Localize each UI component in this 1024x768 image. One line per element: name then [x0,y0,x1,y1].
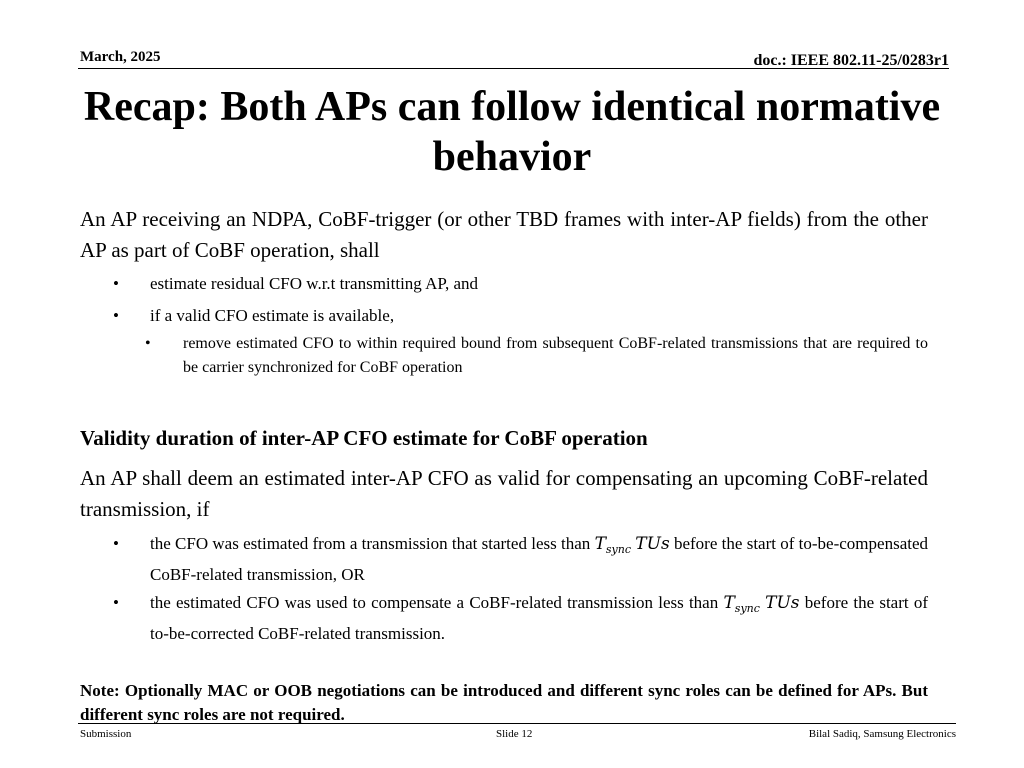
section1-bullet-1 [113,271,928,296]
footer-slide-number: Slide 12 [496,728,533,740]
section1-bullet-2 [113,303,928,328]
bullet-marker: • [145,335,151,352]
bullet-marker: • [113,274,119,293]
bullet-1-text-end: before the start of to-be-compensated CoBF-related transmission, OR [150,534,929,584]
bullet-2-text-start: the estimated CFO was used to compensate a CoBF-related transmission less than [150,593,719,612]
header-divider [78,68,949,69]
bullet-marker: • [113,593,119,612]
section2-bullet-2-text [150,590,928,646]
section1-subbullet-1-text: remove estimated CFO to within required bound from subsequent CoBF-related transmissions that are required to be carrier synchronized for CoBF operation [183,335,928,376]
section1-subbullet-1 [145,332,928,380]
section2-bullet-1-text [150,531,928,587]
section1-bullet-2-text: if a valid CFO estimate is available, [150,306,395,325]
section2-bullet-1 [113,531,928,587]
bullet-marker: • [113,534,119,553]
section2-intro: An AP shall deem an estimated inter-AP CFO as valid for compensating an upcoming CoBF-related transmission, if [80,466,928,521]
header-doc-id: doc.: IEEE 802.11-25/0283r1 [753,52,949,69]
bullet-marker: • [113,306,119,325]
tus-unit: TUs [765,593,800,613]
slide-title: Recap: Both APs can follow identical normative behavior [83,84,941,180]
section2-heading: Validity duration of inter-AP CFO estimate for CoBF operation [80,426,648,450]
t-sync-symbol: $T_{sync}$ [594,534,632,556]
section1-intro: An AP receiving an NDPA, CoBF-trigger (or other TBD frames with inter-AP fields) from the other AP as part of CoBF operation, shall [80,207,928,262]
bullet-2-text-end: before the start of to-be-corrected CoBF-related transmission. [150,593,928,643]
t-sync-symbol: $T_{sync}$ [723,593,760,615]
footer-submission: Submission [80,728,132,740]
section2-bullet-2 [113,590,928,646]
section1-bullet-1-text: estimate residual CFO w.r.t transmitting AP, and [150,274,479,293]
header-date: March, 2025 [80,49,161,65]
bullet-1-text-start: the CFO was estimated from a transmission that started less than [150,534,591,553]
footer-author: Bilal Sadiq, Samsung Electronics [808,728,956,740]
footer-divider [78,723,956,724]
note-text: Note: Optionally MAC or OOB negotiations can be introduced and different sync roles can be defined for APs. But different sync roles are not required. [80,681,928,724]
tus-unit: TUs [635,534,670,554]
